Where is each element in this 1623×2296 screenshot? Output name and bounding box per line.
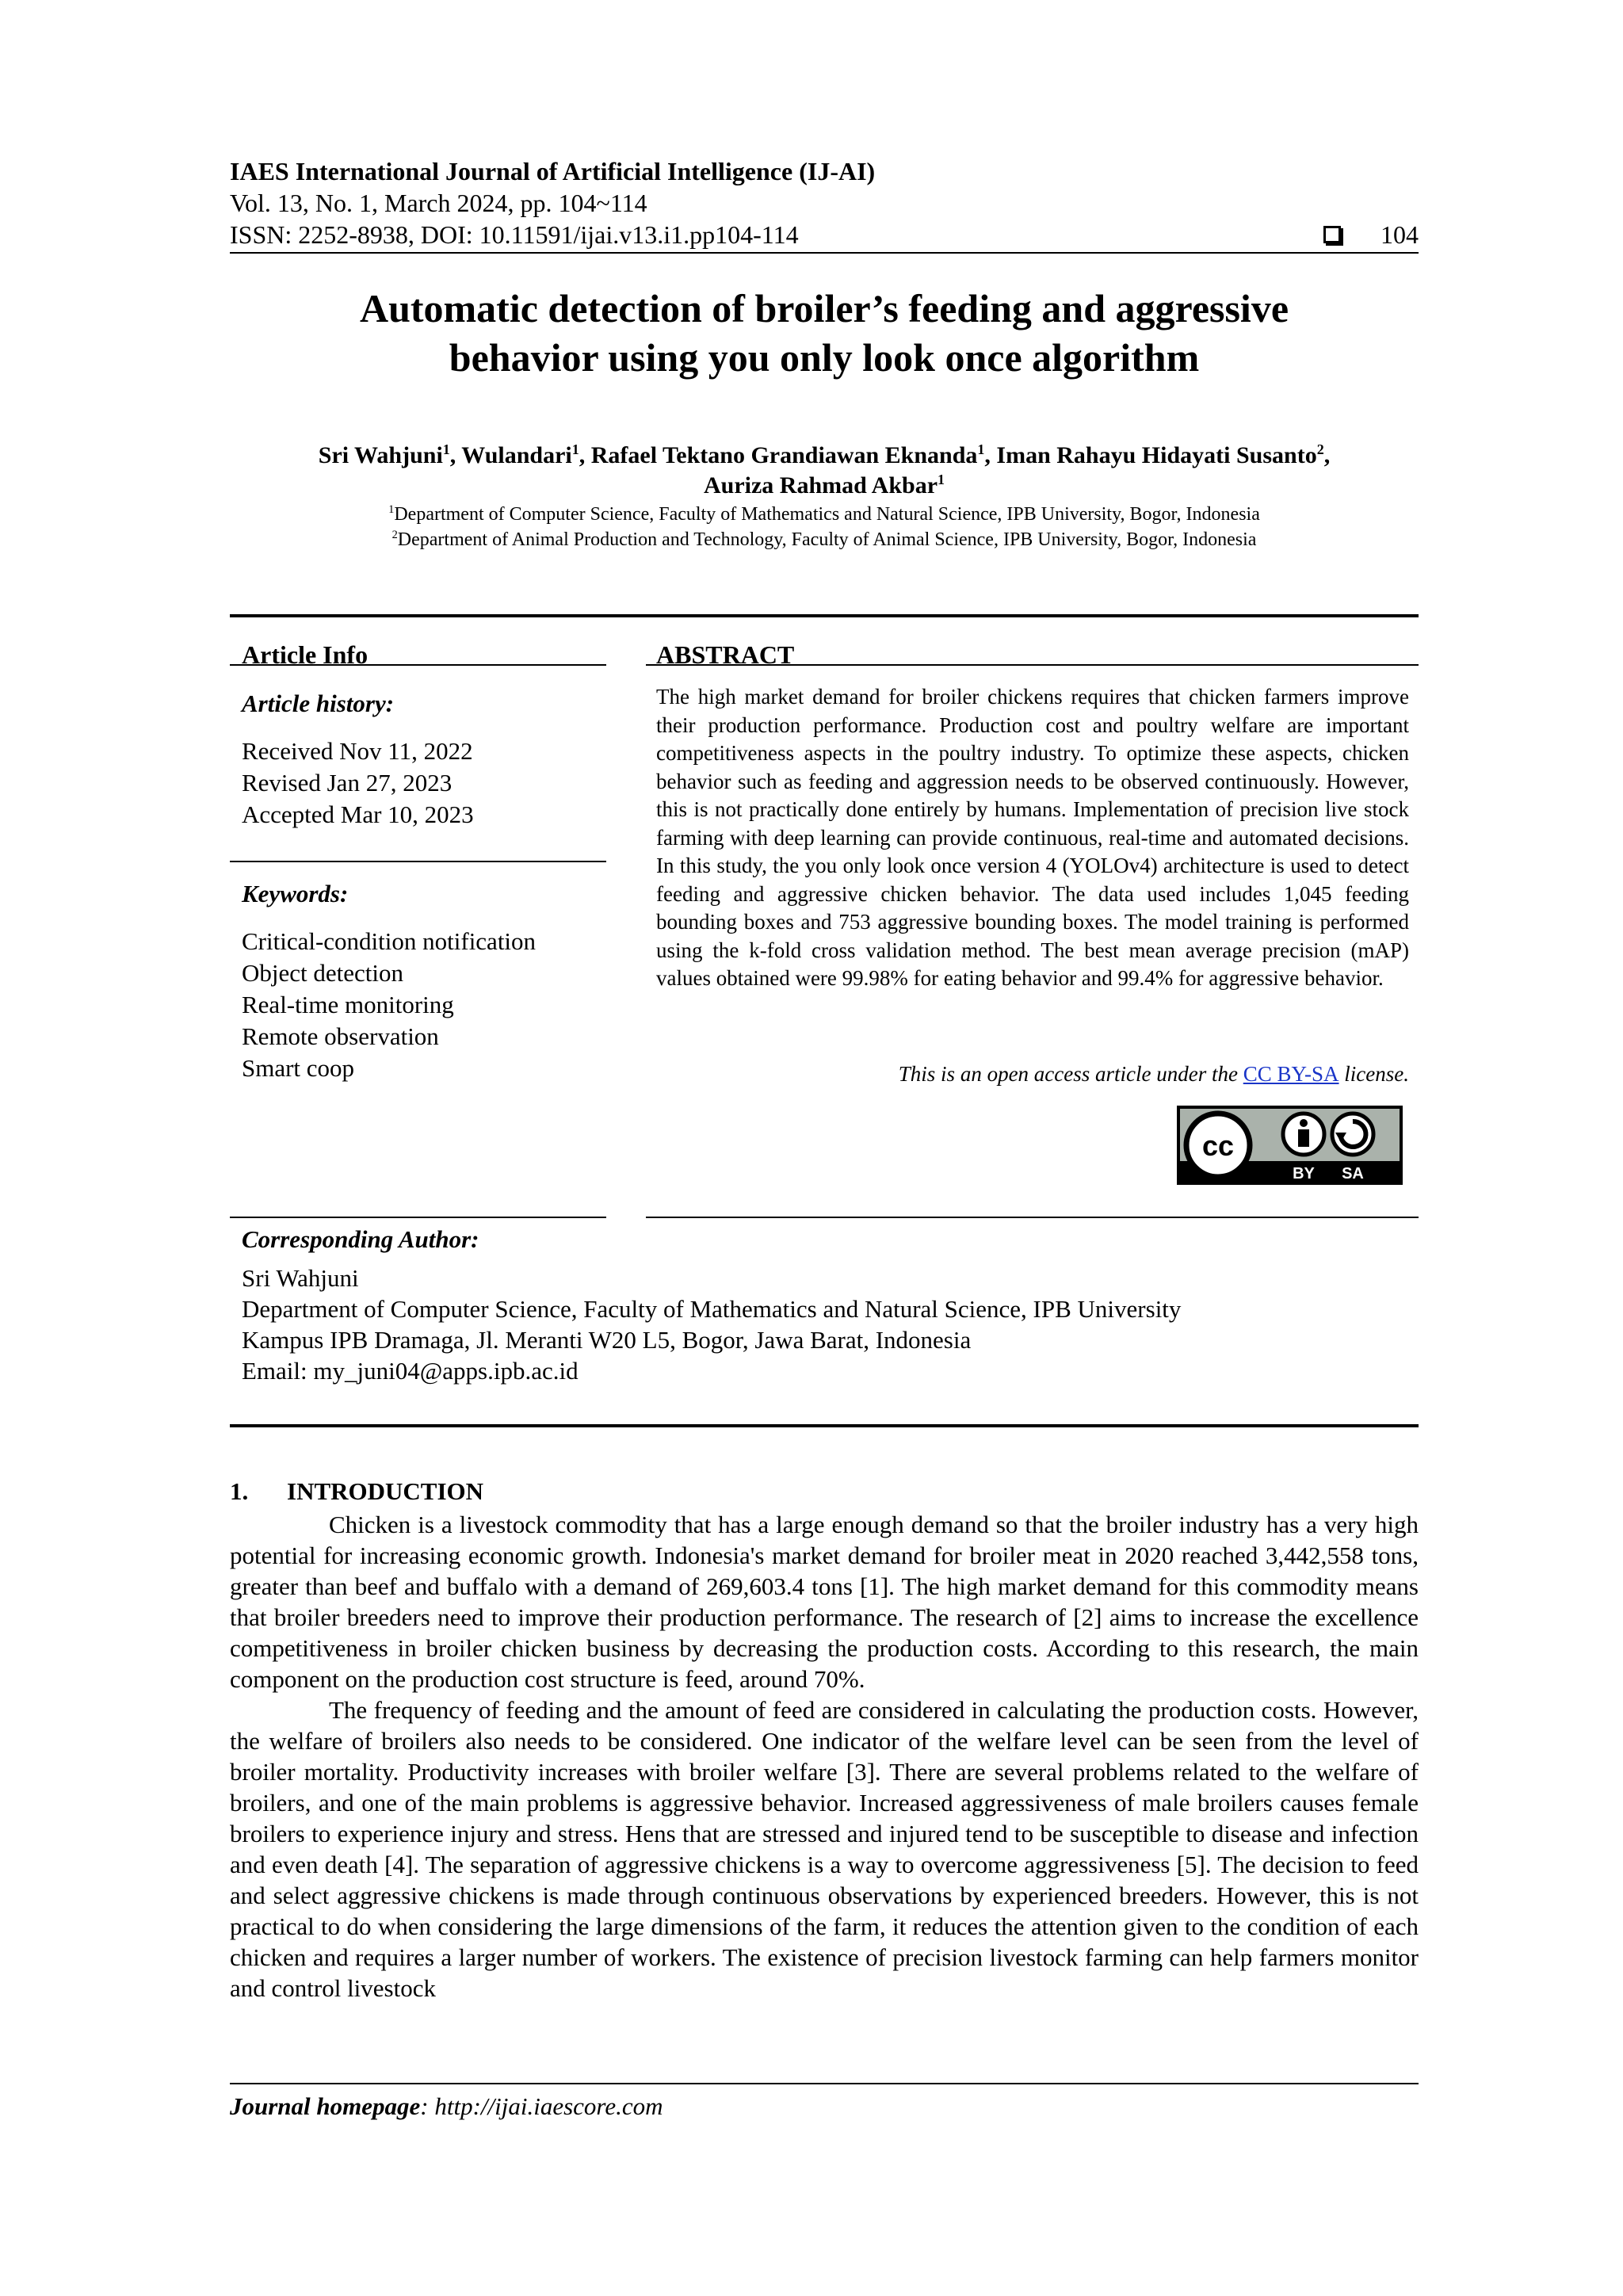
header-rule <box>230 252 1419 254</box>
author-name: Rafael Tektano Grandiawan Eknanda <box>590 442 978 468</box>
introduction-body <box>230 1509 1419 2004</box>
corresponding-address: Kampus IPB Dramaga, Jl. Meranti W20 L5, Bogor, Jawa Barat, Indonesia <box>242 1326 972 1354</box>
abstract-text: The high market demand for broiler chickens requires that chicken farmers improve their production performance. Production cost and poultry welfare are important competitiveness aspects in the poultry industry. To optimize these aspects, chicken behavior such as feeding and aggression needs to be observed continuously. However, this is not practically done entirely by humans. Implementation of precision live stock farming with deep learning can provide continuous, real-time and automated decisions. In this study, the you only look once version 4 (YOLOv4) architecture is used to detect feeding and aggressive chicken behavior. The data used includes 1,045 feeding bounding boxes and 753 aggressive bounding boxes. The model training is performed using the k-fold cross validation method. The best mean average precision (mAP) values obtained were 99.98% for eating behavior and 99.4% for aggressive behavior. <box>656 685 1409 990</box>
paragraph: Chicken is a livestock commodity that has a large enough demand so that the broiler industry has a very high potential for increasing economic growth. Indonesia's market demand for broiler meat in 2020 reached 3,442,558 tons, greater than beef and buffalo with a demand of 269,603.4 tons [1]. The high market demand for this commodity means that broiler breeders need to improve their production performance. The research of [2] aims to increase the excellence competitiveness in broiler chicken business by decreasing the production costs. According to this research, the main component on the production cost structure is feed, around 70%. <box>230 1511 1419 1693</box>
author-name: Sri Wahjuni <box>318 442 443 468</box>
header-right <box>1323 219 1419 250</box>
section-number: 1. <box>230 1477 249 1505</box>
journal-title: IAES International Journal of Artificial Intelligence (IJ-AI) <box>230 157 876 185</box>
history-revised: Revised Jan 27, 2023 <box>242 769 453 797</box>
volume-info: Vol. 13, No. 1, March 2024, pp. 104~114 <box>230 189 647 217</box>
keyword-item: Real-time monitoring <box>242 991 454 1018</box>
running-header <box>230 155 1419 250</box>
section-title: INTRODUCTION <box>287 1477 484 1505</box>
journal-footer <box>230 2092 663 2121</box>
author-list <box>230 441 1419 501</box>
article-history <box>242 688 598 831</box>
article-info-heading: Article Info <box>242 640 369 669</box>
info-bottom-rule <box>230 1424 1419 1427</box>
corresponding-dept: Department of Computer Science, Faculty of Mathematics and Natural Science, IPB University <box>242 1295 1182 1323</box>
history-rule <box>230 861 606 862</box>
corresponding-heading: Corresponding Author: <box>242 1225 479 1253</box>
title-line-2: behavior using you only look once algorithm <box>449 335 1200 380</box>
history-accepted: Accepted Mar 10, 2023 <box>242 800 474 828</box>
author-affil-mark: 1 <box>442 441 450 457</box>
square-bullet-icon <box>1323 226 1341 243</box>
author-separator: , <box>984 442 997 468</box>
footer-rule <box>230 2083 1419 2084</box>
author-separator: , <box>579 442 591 468</box>
keywords-block <box>242 878 598 1084</box>
author-affil-mark: 1 <box>571 441 579 457</box>
keyword-item: Critical-condition notification <box>242 927 537 955</box>
corresponding-author <box>242 1224 1415 1386</box>
abstract-heading: ABSTRACT <box>656 640 795 669</box>
author-name: Iman Rahayu Hidayati Susanto <box>996 442 1317 468</box>
corresponding-email[interactable]: Email: my_juni04@apps.ipb.ac.id <box>242 1357 579 1385</box>
author-separator: , <box>1323 442 1331 468</box>
cc-by-sa-badge-icon[interactable] <box>1177 1106 1403 1185</box>
info-top-rule <box>230 614 1419 617</box>
author-name: Auriza Rahmad Akbar <box>703 472 938 499</box>
badge-by-label: BY <box>1293 1165 1315 1182</box>
keyword-item: Remote observation <box>242 1022 439 1050</box>
affiliation-list <box>230 502 1419 552</box>
author-affil-mark: 2 <box>1316 441 1324 457</box>
license-statement: This is an open access article under the CC BY-SA license. <box>898 1062 1409 1086</box>
keywords-heading: Keywords: <box>242 880 349 907</box>
paragraph: The frequency of feeding and the amount of feed are considered in calculating the production costs. However, the welfare of broilers also needs to be considered. One indicator of the welfare level can be seen from the level of broiler mortality. Productivity increases with broiler welfare [3]. There are several problems related to the welfare of broilers, and one of the main problems is aggressive behavior. Increased aggressiveness of male broilers causes female broilers to experience injury and stress. Hens that are stressed and injured tend to be susceptible to disease and infection and even death [4]. The separation of aggressive chickens is a way to overcome aggressiveness [5]. The decision to feed and select aggressive chickens is made through continuous observations by experienced breeders. However, this is not practical to do when considering the large dimensions of the farm, it reduces the attention given to the condition of each chicken and requires a larger number of workers. The existence of precision livestock farming can help farmers monitor and control livestock <box>230 1696 1419 2002</box>
page-number: 104 <box>1381 220 1419 249</box>
paper-title <box>230 284 1419 382</box>
badge-sa-label: SA <box>1342 1165 1364 1182</box>
corresponding-name: Sri Wahjuni <box>242 1264 359 1292</box>
keyword-item: Object detection <box>242 959 403 987</box>
affiliation-item: $^1$Department of Computer Science, Faculty of Mathematics and Natural Science, IPB University, Bogor, Indonesia <box>388 503 1260 525</box>
author-affil-mark: 1 <box>977 441 985 457</box>
title-line-1: Automatic detection of broiler’s feeding and aggressive <box>359 286 1289 330</box>
section-heading <box>230 1477 483 1506</box>
keywords-rule <box>230 1217 606 1218</box>
footer-label: Journal homepage <box>230 2092 421 2120</box>
affiliation-item: $^2$Department of Animal Production and Technology, Faculty of Animal Science, IPB University, Bogor, Indonesia <box>391 529 1257 550</box>
author-affil-mark: 1 <box>938 472 945 487</box>
abstract-bottom-rule <box>646 1217 1419 1218</box>
history-heading: Article history: <box>242 690 395 717</box>
cc-by-sa-link[interactable]: CC BY-SA <box>1243 1062 1339 1086</box>
keyword-item: Smart coop <box>242 1054 355 1082</box>
journal-homepage-link[interactable]: : http://ijai.iaescore.com <box>420 2092 663 2120</box>
issn-doi: ISSN: 2252-8938, DOI: 10.11591/ijai.v13.i1.pp104-114 <box>230 220 799 249</box>
history-received: Received Nov 11, 2022 <box>242 737 473 765</box>
author-name: Wulandari <box>461 442 572 468</box>
issn-row <box>230 219 1419 250</box>
author-separator: , <box>449 442 462 468</box>
svg-text:cc: cc <box>1201 1129 1235 1162</box>
